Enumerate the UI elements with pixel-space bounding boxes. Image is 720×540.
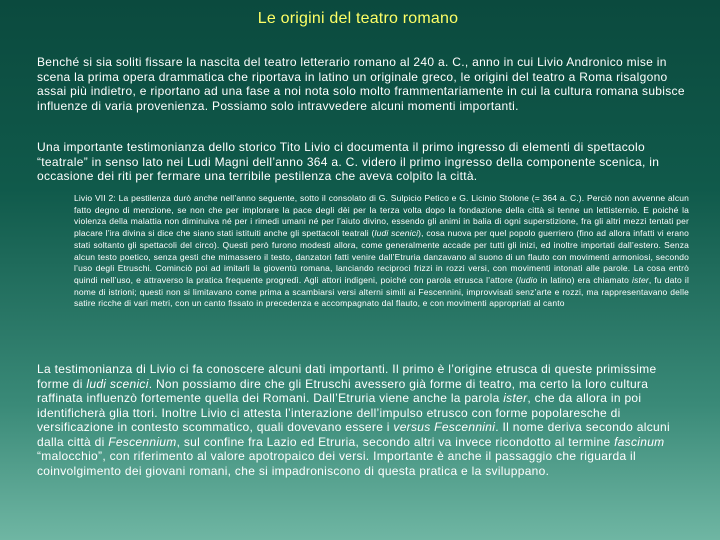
quote-text-a: Livio VII 2: La pestilenza durò anche nell’anno seguente, sotto il consolato di G. Sulpicio Petico e G. Licinio Stolone (= 364 a. C.). Perciò non avvenne alcun fatto degno di menzione, se non che per implorare la pace degli dèi per la terza volta dopo la fondazione della città si tenne un lettisternio. E poiché la violenza della malattia non diminuiva né per i rimedi umani né per l’aiuto divino, essendo gli animi in balia di ogni superstizione, fra gli altri mezzi tentati per placare l’ira divina si dice che siano stati istituiti anche gli spettacoli teatrali ( [74, 193, 689, 239]
analysis-text-e: , sul confine fra Lazio ed Etruria, secondo altri va invece ricondotto al termine [176, 434, 615, 449]
intro-paragraph: Benché si sia soliti fissare la nascita del teatro letterario romano al 240 a. C., anno in cui Livio Andronico mise in scena la prima opera drammatica che riportava in latino un originale greco, le origini del teatro a Roma risalgono assai più indietro, e riportano ad una fase a noi nota solo molto frammentariamente in cui la cultura romana subisce influenze di varia provenienza. Possiamo solo intravvedere alcuni momenti importanti. [37, 55, 685, 113]
quote-text-d: , fu dato il nome di istrioni; questi non si limitavano come prima a scambiarsi versi alterni simili ai Fescennini, improvvisati senz’arte e rozzi, ma rappresentavano delle satire ricche di vari metri, con un canto fissato in precedenza e accompagnato dal flauto, e con movimenti appropriati al canto [74, 274, 689, 309]
analysis-italic-fescennium: Fescennium [108, 434, 177, 449]
analysis-text-c: , che da allora in poi identificherà glia ttori. Inoltre Livio ci attesta l’interazione dell’impulso etrusco con forme popolaresche di versificazione in contesto scommatico, quali dovevano essere i [37, 391, 642, 434]
analysis-text-d: . Il nome deriva secondo alcuni dalla città di [37, 420, 670, 449]
quote-italic-ludio: ludio [518, 274, 538, 285]
analysis-text-f: “malocchio”, con riferimento al valore apotropaico dei versi. Importante è anche il passaggio che riguarda il coinvolgimento dei giovani romani, che si impadroniscono di questa pratica e la sviluppano. [37, 449, 636, 478]
analysis-italic-fascinum: fascinum [614, 434, 665, 449]
livy-quote [74, 193, 689, 310]
analysis-paragraph [37, 362, 687, 478]
quote-italic-ludi-scenici: ludi scenici [374, 228, 419, 239]
page-title: Le origini del teatro romano [257, 10, 459, 27]
analysis-italic-ludi-scenici: ludi scenici [86, 376, 149, 391]
testimony-paragraph: Una importante testimonianza dello storico Tito Livio ci documenta il primo ingresso di elementi di spettacolo “teatrale” in senso lato nei Ludi Magni dell’anno 364 a. C. videro il primo ingresso della componente scenica, in occasione dei riti per fermare una terribile pestilenza che aveva colpito la città. [37, 140, 660, 183]
analysis-text-b: . Non possiamo dire che gli Etruschi avessero già forme di teatro, ma certo la loro cultura raffinata influenzò fortemente quella dei Romani. Dall’Etruria viene anche la parola [37, 376, 649, 405]
quote-italic-ister: ister [632, 274, 649, 285]
analysis-text-a: La testimonianza di Livio ci fa conoscere alcuni dati importanti. Il primo è l’origine etrusca di queste primissime forme di [37, 362, 657, 391]
analysis-italic-versus-fescennini: versus Fescennini [393, 420, 496, 434]
analysis-italic-ister: ister [503, 391, 528, 405]
quote-text-c: in latino) era chiamato [537, 274, 633, 285]
quote-text-b: ), cosa nuova per quel popolo guerriero (fino ad allora infatti vi erano stati soltanto gli spettacoli del circo). Questi però furono modesti allora, come generalmente accade per tutti gli inizi, ed inoltre importati dall’estero. Senza alcun testo poetico, senza gesti che mimassero il testo, danzatori fatti venire dall’Etruria danzavano al suono di un flauto con movimenti armoniosi, secondo l’uso degli Etruschi. Cominciò poi ad imitarli la gioventù romana, lanciando reciproci frizzi in rozzi versi, con movimenti intonati alle parole. La cosa entrò quindi nell’uso, e attraverso la pratica frequente progredì. Agli attori indigeni, poiché con parola etrusca l’attore ( [74, 228, 689, 285]
